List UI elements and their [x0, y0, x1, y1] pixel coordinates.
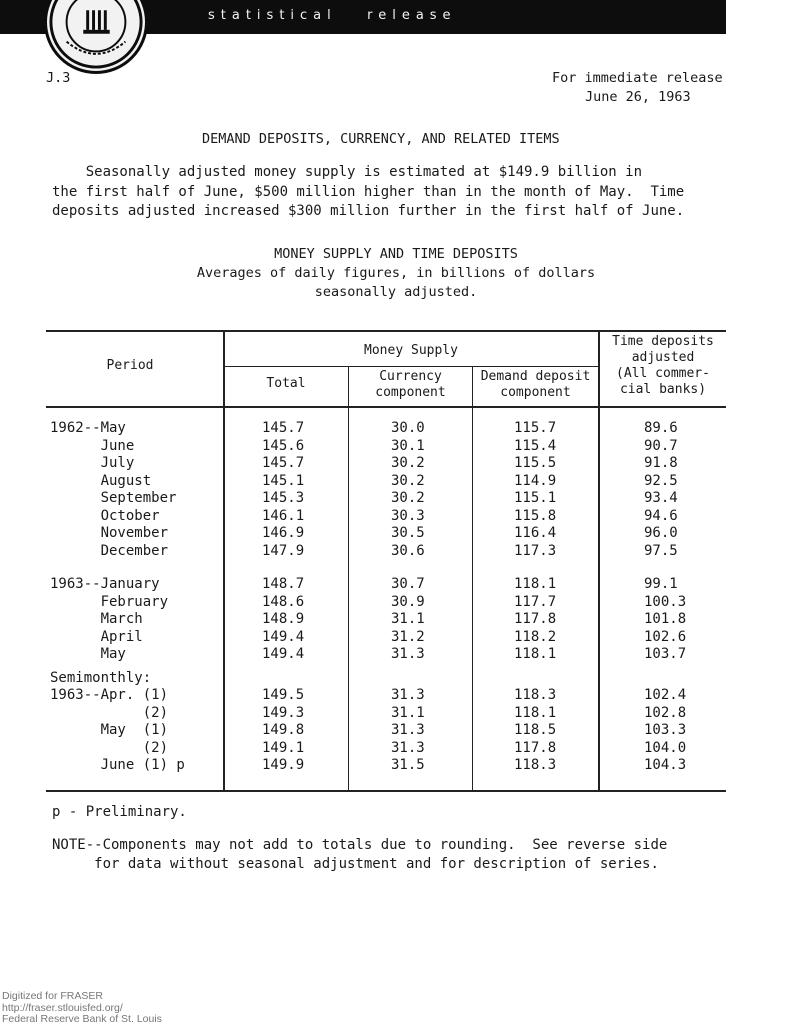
table-subtitle-2: seasonally adjusted. [314, 284, 478, 300]
cell-time: 96.0 [644, 525, 678, 541]
table-row [50, 611, 750, 629]
cell-demand: 118.3 [514, 757, 557, 773]
cell-time: 101.8 [644, 611, 687, 627]
table-row [50, 438, 750, 456]
cell-demand: 116.4 [514, 525, 557, 541]
table-title: MONEY SUPPLY AND TIME DEPOSITS [274, 246, 518, 262]
paragraph-line-1: Seasonally adjusted money supply is estimated at $149.9 billion in [52, 164, 643, 180]
cell-demand: 118.1 [514, 646, 557, 662]
cell-period: April [50, 628, 143, 645]
cell-time: 90.7 [644, 437, 678, 454]
fraser-credit-2: Federal Reserve Bank of St. Louis [2, 1013, 162, 1025]
header-bottom-rule [46, 406, 726, 408]
table-row [50, 757, 750, 775]
cell-total: 149.4 [262, 628, 305, 645]
cell-currency: 30.2 [391, 490, 425, 506]
header-money-supply: Money Supply [364, 343, 458, 358]
table-row [50, 594, 750, 612]
table-subtitle: Averages of daily figures, in billions of dollars [196, 265, 596, 281]
table-row [50, 490, 750, 508]
cell-currency: 31.3 [391, 687, 425, 703]
cell-demand: 115.7 [514, 420, 557, 436]
cell-currency: 31.5 [391, 757, 425, 773]
cell-time: 97.5 [644, 542, 678, 559]
cell-currency: 30.2 [391, 455, 425, 471]
cell-currency: 31.1 [391, 704, 425, 721]
cell-time: 92.5 [644, 472, 678, 489]
cell-time: 102.4 [644, 687, 687, 703]
cell-time: 104.3 [644, 757, 687, 773]
table-row [50, 576, 750, 594]
cell-currency: 30.3 [391, 507, 425, 524]
cell-total: 145.3 [262, 490, 305, 506]
table-row [50, 646, 750, 664]
table-row [50, 543, 750, 561]
cell-demand: 114.9 [514, 472, 557, 489]
paragraph-line-2: the first half of June, $500 million higher than in the month of May. Time [52, 184, 685, 200]
cell-period: (2) [50, 739, 169, 756]
table-row [50, 722, 750, 740]
cell-period: July [50, 455, 135, 471]
cell-period: (2) [50, 704, 169, 721]
table-row [50, 629, 750, 647]
cell-time: 89.6 [644, 420, 678, 436]
cell-currency: 30.2 [391, 472, 425, 489]
cell-currency: 31.3 [391, 646, 425, 662]
cell-demand: 115.5 [514, 455, 557, 471]
table-top-rule [46, 330, 726, 332]
cell-period: November [50, 525, 169, 541]
cell-demand: 117.7 [514, 593, 557, 610]
cell-demand: 118.5 [514, 722, 557, 738]
footnote-preliminary: p - Preliminary. [52, 804, 187, 820]
header-banner [0, 0, 726, 34]
table-row [50, 420, 750, 438]
cell-currency: 30.5 [391, 525, 425, 541]
release-line-1: For immediate release [552, 70, 723, 86]
table-row [50, 473, 750, 491]
cell-period: September [50, 490, 177, 506]
banner-text: statistical release [208, 8, 457, 23]
cell-total: 149.8 [262, 722, 305, 738]
cell-total: 145.7 [262, 420, 305, 436]
cell-demand: 117.8 [514, 739, 557, 756]
semimonthly-label: Semimonthly: [50, 670, 152, 686]
fraser-credit-url[interactable]: http://fraser.stlouisfed.org/ [2, 1002, 123, 1014]
cell-total: 148.6 [262, 593, 305, 610]
cell-time: 100.3 [644, 593, 687, 610]
header-time-deposits: Time deposits adjusted (All commer- cial banks) [612, 334, 714, 397]
cell-period: August [50, 472, 152, 489]
header-currency: Currency component [375, 369, 446, 400]
table-row [50, 740, 750, 758]
cell-period: February [50, 593, 169, 610]
cell-time: 91.8 [644, 455, 678, 471]
cell-currency: 30.1 [391, 437, 425, 454]
table-row [50, 687, 750, 705]
release-date: June 26, 1963 [585, 89, 691, 105]
money-supply-rule [224, 366, 598, 367]
cell-time: 103.7 [644, 646, 687, 662]
cell-demand: 117.3 [514, 542, 557, 559]
cell-currency: 31.3 [391, 739, 425, 756]
cell-total: 148.9 [262, 611, 305, 627]
cell-demand: 115.1 [514, 490, 557, 506]
cell-demand: 118.3 [514, 687, 557, 703]
table-row [50, 705, 750, 723]
cell-time: 93.4 [644, 490, 678, 506]
cell-period: 1962--May [50, 420, 126, 436]
note-line-2: for data without seasonal adjustment and for description of series. [52, 856, 659, 872]
cell-demand: 115.4 [514, 437, 557, 454]
table-row [50, 455, 750, 473]
cell-demand: 117.8 [514, 611, 557, 627]
cell-total: 148.7 [262, 576, 305, 592]
cell-total: 147.9 [262, 542, 305, 559]
cell-total: 145.7 [262, 455, 305, 471]
cell-total: 149.9 [262, 757, 305, 773]
cell-total: 149.5 [262, 687, 305, 703]
cell-time: 102.6 [644, 628, 687, 645]
cell-period: 1963--January [50, 576, 160, 592]
cell-total: 146.9 [262, 525, 305, 541]
cell-currency: 31.1 [391, 611, 425, 627]
cell-currency: 30.0 [391, 420, 425, 436]
cell-currency: 30.9 [391, 593, 425, 610]
cell-currency: 30.7 [391, 576, 425, 592]
cell-total: 149.3 [262, 704, 305, 721]
cell-period: December [50, 542, 169, 559]
cell-period: October [50, 507, 160, 524]
document-code: J.3 [46, 70, 71, 86]
cell-period: March [50, 611, 143, 627]
cell-time: 94.6 [644, 507, 678, 524]
cell-period: June [50, 437, 135, 454]
fraser-credit-1: Digitized for FRASER [2, 990, 103, 1002]
cell-total: 146.1 [262, 507, 305, 524]
federal-reserve-seal [44, 0, 148, 74]
cell-currency: 30.6 [391, 542, 425, 559]
cell-total: 145.1 [262, 472, 305, 489]
paragraph-line-3: deposits adjusted increased $300 million further in the first half of June. [52, 203, 685, 219]
cell-period: 1963--Apr. (1) [50, 687, 169, 703]
header-period: Period [106, 358, 154, 373]
cell-demand: 115.8 [514, 507, 557, 524]
page-title: DEMAND DEPOSITS, CURRENCY, AND RELATED ITEMS [202, 131, 560, 147]
cell-demand: 118.1 [514, 576, 557, 592]
header-demand: Demand deposit component [480, 369, 591, 400]
cell-total: 149.4 [262, 646, 305, 662]
cell-time: 102.8 [644, 704, 687, 721]
cell-period: May (1) [50, 722, 169, 738]
cell-demand: 118.1 [514, 704, 557, 721]
table-row [50, 525, 750, 543]
note-line-1: NOTE--Components may not add to totals due to rounding. See reverse side [52, 837, 668, 853]
cell-demand: 118.2 [514, 628, 557, 645]
table-row [50, 508, 750, 526]
cell-time: 103.3 [644, 722, 687, 738]
header-total: Total [266, 376, 306, 391]
cell-total: 145.6 [262, 437, 305, 454]
cell-period: May [50, 646, 126, 662]
cell-currency: 31.3 [391, 722, 425, 738]
cell-total: 149.1 [262, 739, 305, 756]
cell-period: June (1) p [50, 757, 185, 773]
cell-time: 99.1 [644, 576, 678, 592]
cell-time: 104.0 [644, 739, 687, 756]
table-bottom-rule [46, 790, 726, 792]
cell-currency: 31.2 [391, 628, 425, 645]
